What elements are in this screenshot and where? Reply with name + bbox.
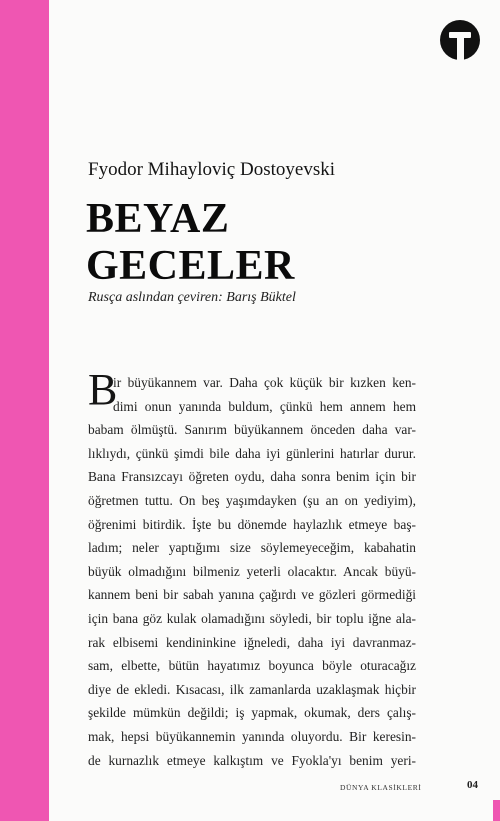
drop-cap: B [88,365,118,414]
body-line: şekilde mümkün değildi; iş yapmak, okumak, ders çalış- [88,705,416,721]
pink-edge-mark [493,800,500,821]
body-line: ladım; neler yaptığımı size söylemeyeceğim, kabahatin [88,540,416,556]
book-title [86,196,295,290]
translator-credit: Rusça aslından çeviren: Barış Büktel [88,290,296,305]
body-line: diye de ekledi. Kısacası, ilk zamanlarda uzaklaşmak hiçbir [88,681,416,697]
body-line: öğrenimi bitirdik. İşte bu dönemde haylazlık etmeye baş- [88,516,416,532]
series-label: DÜNYA KLASİKLERİ [340,783,422,792]
body-line: büyük olmadığını bilmeniz yeterli olacaktır. Ancak büyü- [88,563,416,579]
body-line: sam, elbette, bütün hayatımız boyunca böyle oturacağız [88,658,416,674]
logo-stem [457,34,464,64]
author-name: Fyodor Mihayloviç Dostoyevski [88,159,335,180]
body-line: dimi onun yanında buldum, çünkü hem annem hem [113,398,416,414]
body-line: öğretmen tuttu. On beş yaşımdayken (şu an on yediyim), [88,492,416,508]
body-line: mak, hepsi büyükannemin yanında oluyordu. Bir keresin- [88,728,416,744]
body-line: rak elbisemi kendininkine iğneledi, daha iyi davranmaz- [88,634,416,650]
publisher-logo-icon [440,20,480,60]
body-line: ir büyükannem var. Daha çok küçük bir kızken ken- [113,375,416,390]
body-line: lıklıydı, çünkü şimdi bile daha iyi günlerini hatırlar durur. [88,445,416,461]
body-line: kannem beni bir sabah yanına çağırdı ve gözleri görmediği [88,587,416,603]
body-paragraph [88,371,416,772]
body-line: babam ölmüştü. Sanırım büyükannem önceden daha var- [88,422,416,438]
book-title-line-2: GECELER [86,243,295,289]
body-line: için bana göz kulak olamadığını söyledi, bir toplu iğne ala- [88,610,416,626]
body-line: de kurnazlık etmeye kalkıştım ve Fyokla'yı benim yeri- [88,752,416,768]
page-number: 04 [467,779,478,791]
pink-spine-band [0,0,49,821]
book-title-line-1: BEYAZ [86,196,230,242]
body-line: Bana Fransızcayı öğreten oydu, daha sonra benim için bir [88,469,416,485]
